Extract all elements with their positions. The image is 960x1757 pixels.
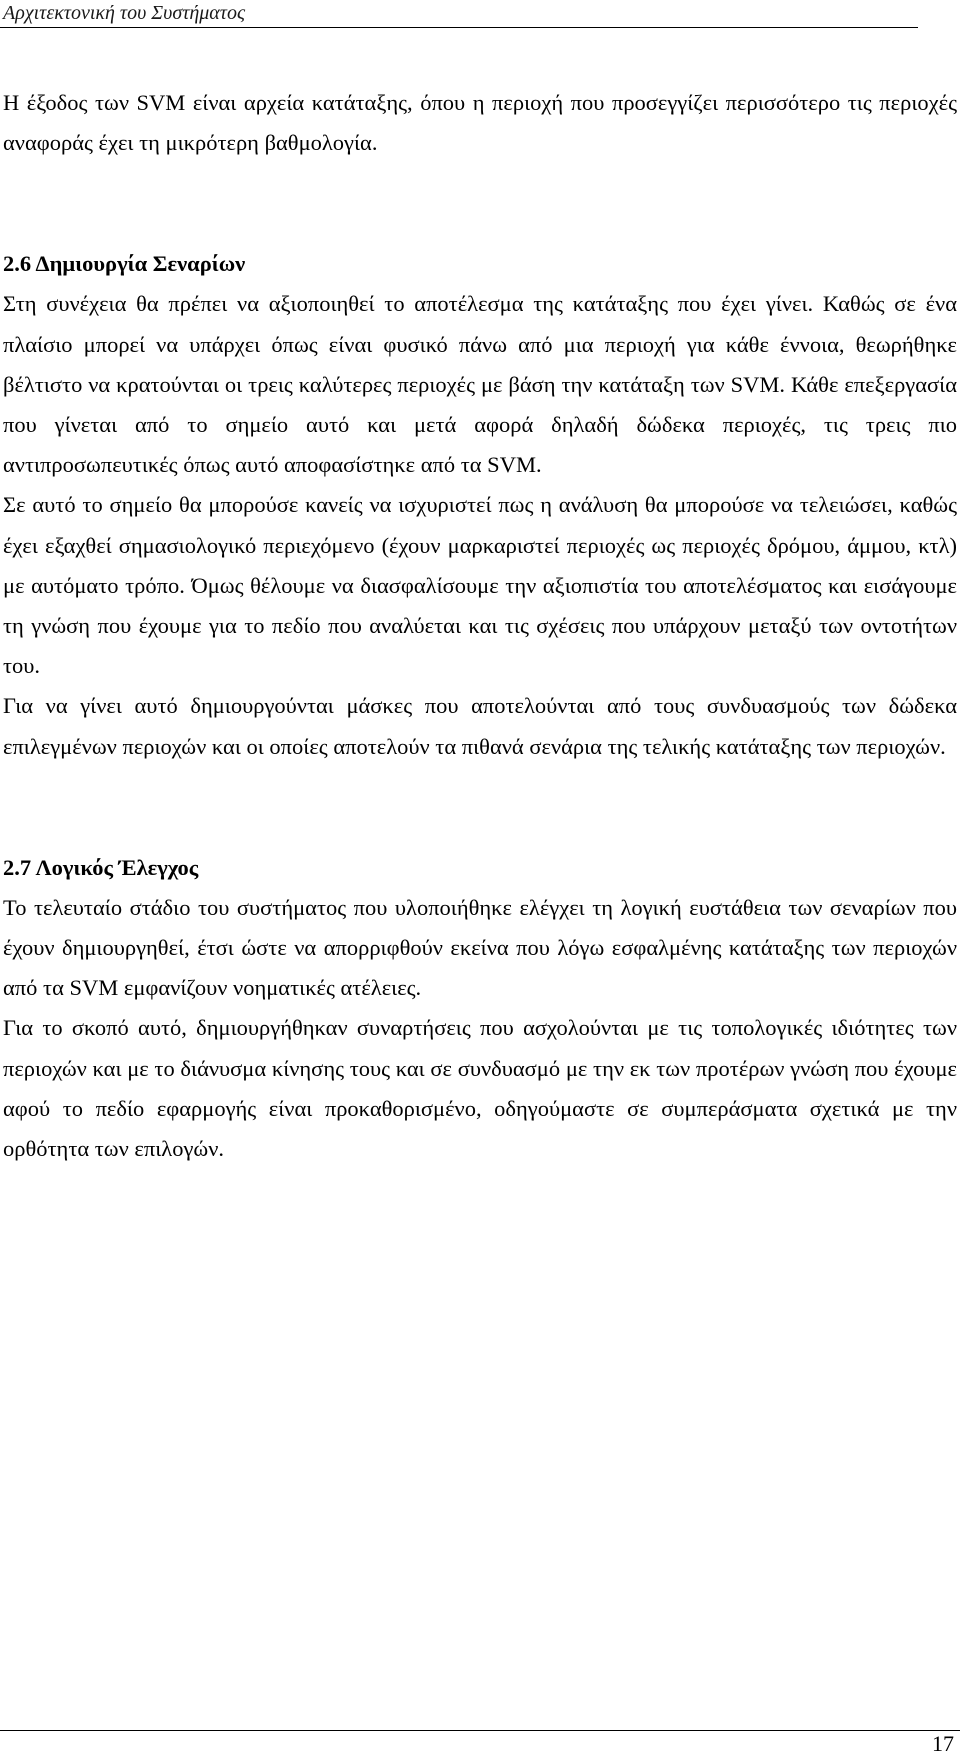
page-number: 17 [932,1731,954,1756]
page-content [3,83,957,1169]
section-2-6-paragraph-1: Στη συνέχεια θα πρέπει να αξιοποιηθεί το αποτέλεσμα της κατάταξης που έχει γίνει. Καθώς σε ένα πλαίσιο μπορεί να υπάρχει όπως είναι φυσικό πάνω από μια περιοχή για κάθε έννοια, θεωρήθηκε βέλτιστο να κρατούνται οι τρεις καλύτερες περιοχές με βάση την κατάταξη των SVM. Κάθε επεξεργασία που γίνεται από το σημείο αυτό και μετά αφορά δηλαδή δώδεκα περιοχές, τις τρεις πιο αντιπροσωπευτικές όπως αυτό αποφασίστηκε από τα SVM. [3,291,957,478]
header-rule [0,27,918,28]
section-2-6-paragraph-2: Σε αυτό το σημείο θα μπορούσε κανείς να ισχυριστεί πως η ανάλυση θα μπορούσε να τελειώσει, καθώς έχει εξαχθεί σημασιολογικό περιεχόμενο (έχουν μαρκαριστεί περιοχές ως περιοχές δρόμου, άμμου, κτλ) με αυτόματο τρόπο. Όμως θέλουμε να διασφαλίσουμε την αξιοπιστία του αποτελέσματος και εισάγουμε τη γνώση που έχουμε για το πεδίο που αναλύεται και τις σχέσεις που υπάρχουν μεταξύ των οντοτήτων του. [3,492,957,679]
section-2-7-paragraph-2: Για το σκοπό αυτό, δημιουργήθηκαν συναρτήσεις που ασχολούνται με τις τοπολογικές ιδιότητες των περιοχών και με το διάνυσμα κίνησης τους και σε συνδυασμό με την εκ των προτέρων γνώση που έχουμε αφού το πεδίο εφαρμογής είναι προκαθορισμένο, οδηγούμαστε σε συμπεράσματα σχετικά με την ορθότητα των επιλογών. [3,1015,957,1162]
footer-rule [0,1730,960,1731]
spacer [3,767,957,848]
section-heading-2-7: 2.7 Λογικός Έλεγχος [3,854,199,880]
section-heading-2-6: 2.6 Δημιουργία Σεναρίων [3,251,246,277]
section-2-7-paragraph-1: Το τελευταίο στάδιο του συστήματος που υλοποιήθηκε ελέγχει τη λογική ευστάθεια των σεναρίων που έχουν δημιουργηθεί, έτσι ώστε να απορριφθούν εκείνα που λόγω εσφαλμένης κατάταξης των περιοχών από τα SVM εμφανίζουν νοηματικές ατέλειες. [3,894,957,1001]
intro-paragraph: Η έξοδος των SVM είναι αρχεία κατάταξης, όπου η περιοχή που προσεγγίζει περισσότερο τις περιοχές αναφοράς έχει τη μικρότερη βαθμολογία. [3,90,957,156]
running-header: Αρχιτεκτονική του Συστήματος [3,2,246,24]
spacer [3,163,957,244]
section-2-6-paragraph-3: Για να γίνει αυτό δημιουργούνται μάσκες που αποτελούνται από τους συνδυασμούς των δώδεκα επιλεγμένων περιοχών και οι οποίες αποτελούν τα πιθανά σενάρια της τελικής κατάταξης των περιοχών. [3,693,957,759]
